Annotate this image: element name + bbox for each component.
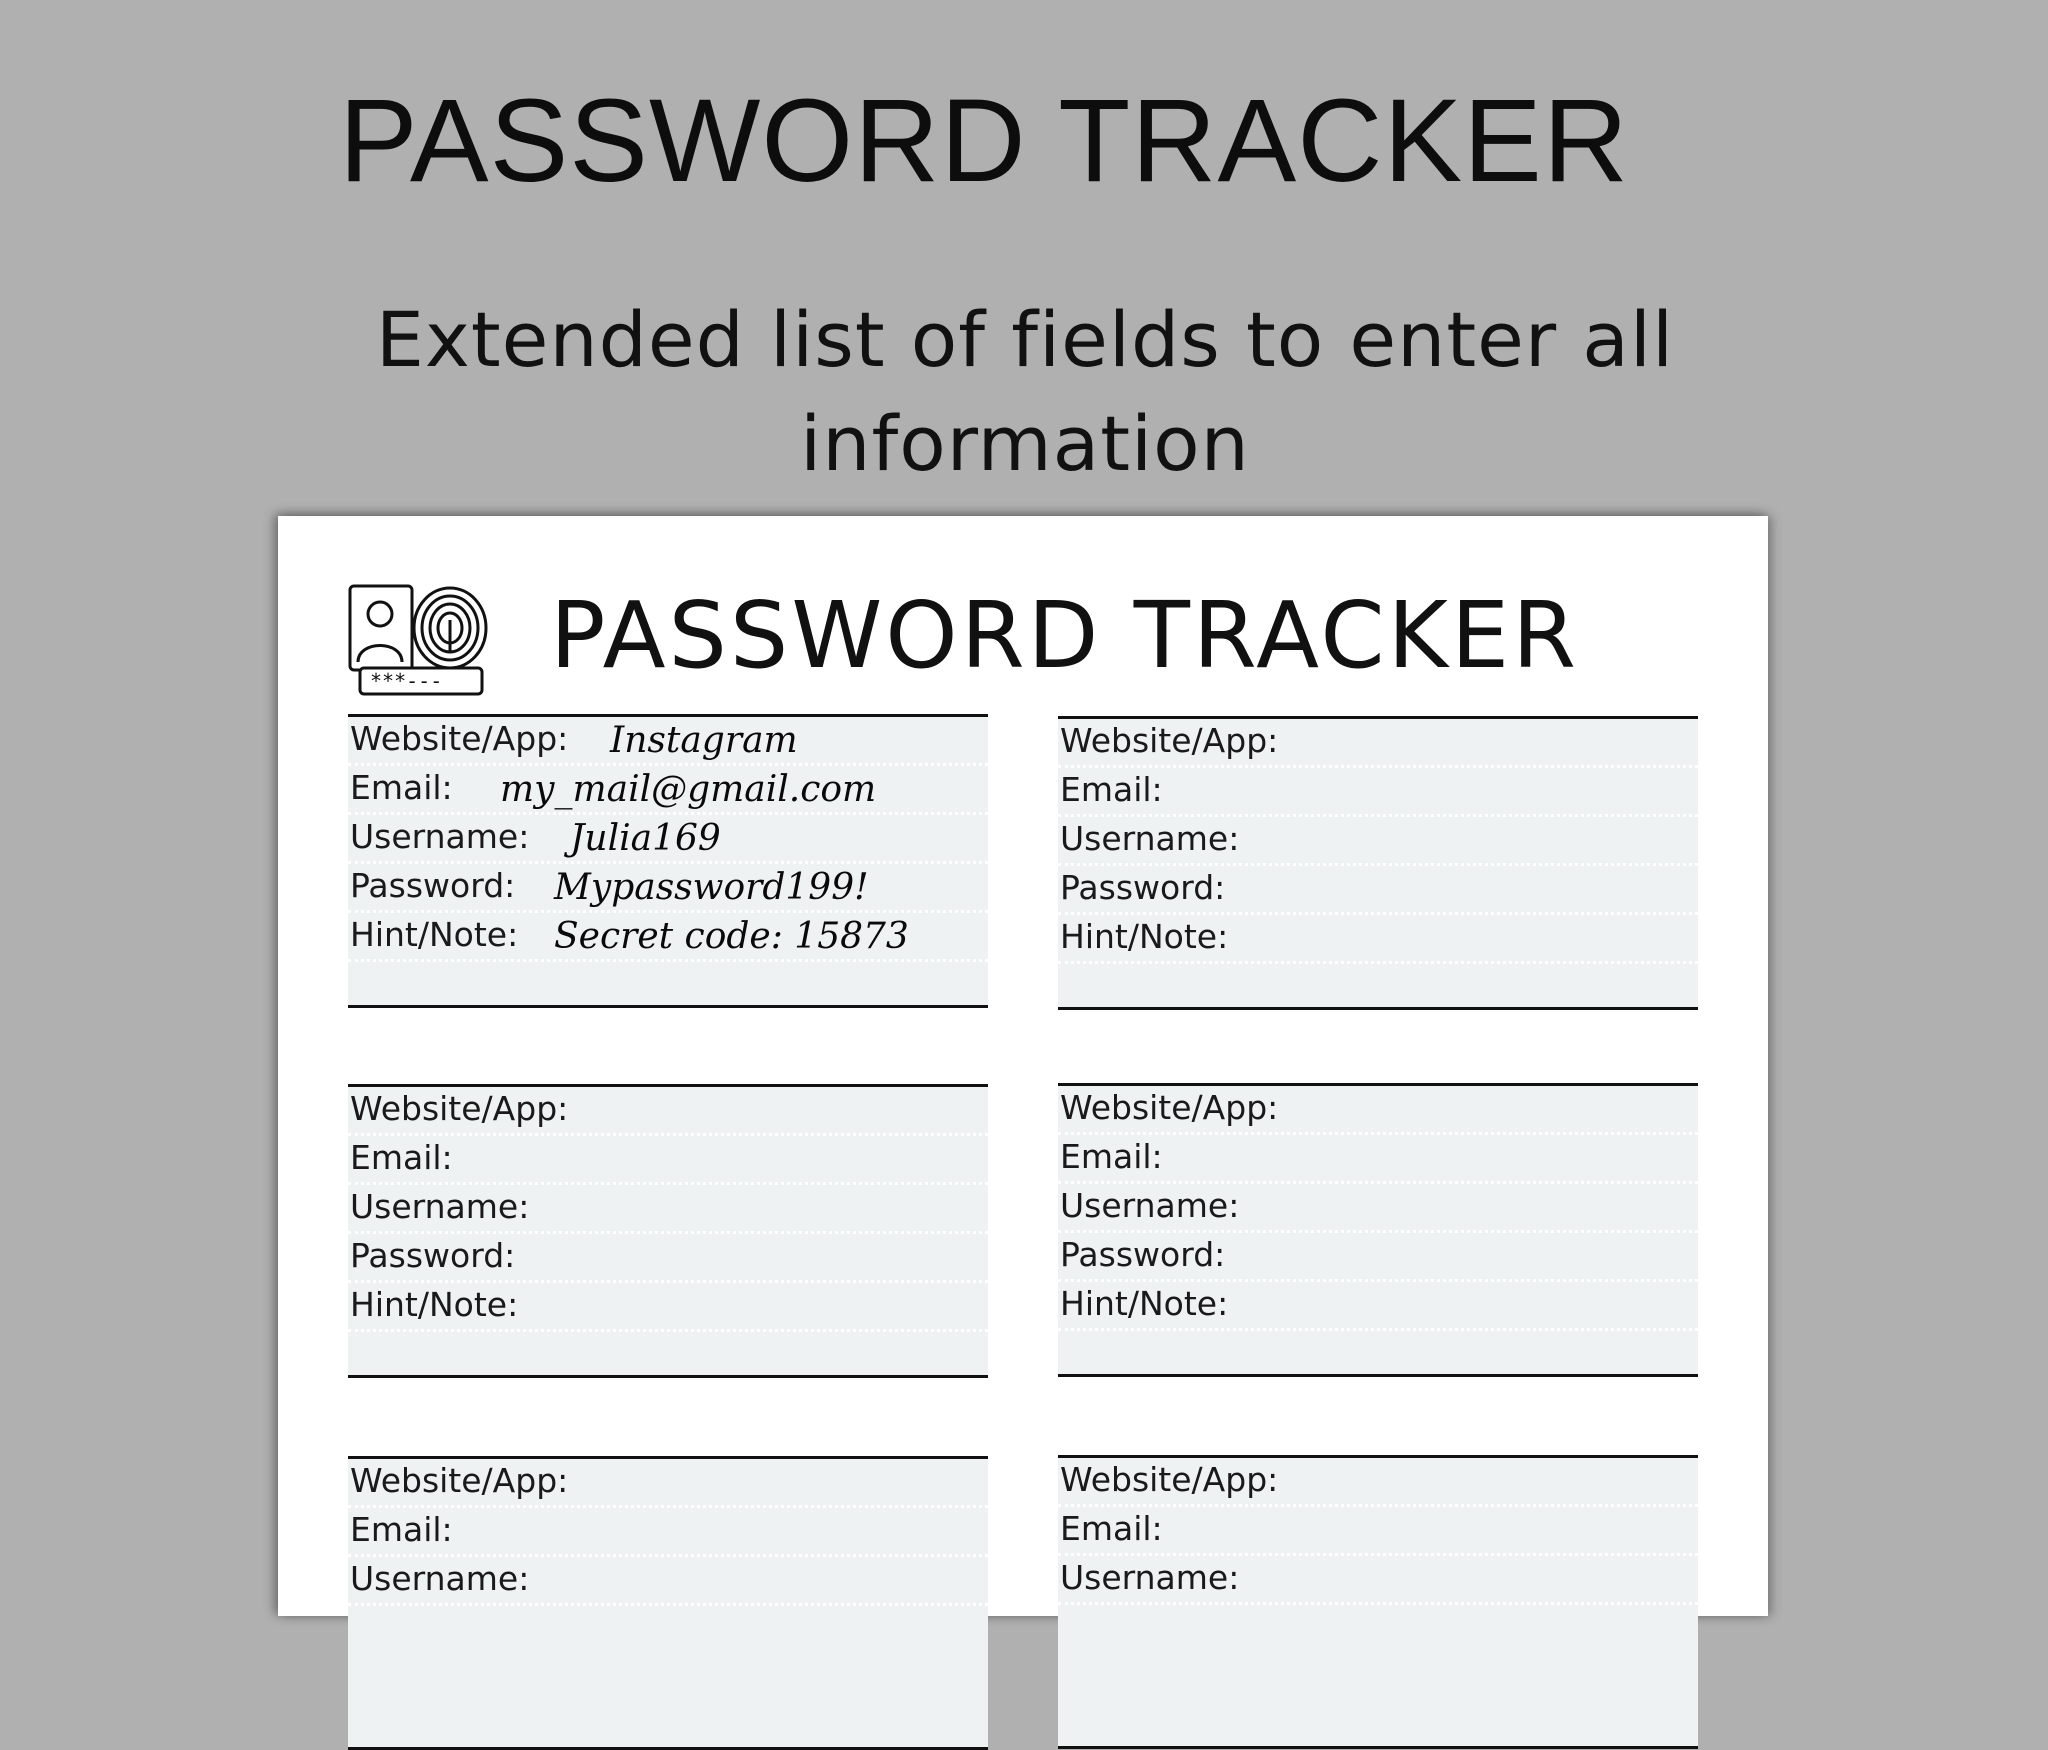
password-label: Password: bbox=[350, 1236, 516, 1275]
svg-text:***---: ***--- bbox=[370, 669, 443, 693]
email-label: Email: bbox=[1060, 1137, 1163, 1176]
email-row[interactable] bbox=[1058, 1507, 1698, 1556]
email-row[interactable] bbox=[348, 766, 988, 815]
email-label: Email: bbox=[350, 1138, 453, 1177]
hint-row[interactable] bbox=[1058, 1282, 1698, 1331]
email-label: Email: bbox=[350, 1510, 453, 1549]
password-label: Password: bbox=[350, 866, 516, 905]
entry-card bbox=[348, 1084, 988, 1378]
entry-card bbox=[1058, 716, 1698, 1010]
email-row[interactable] bbox=[1058, 768, 1698, 817]
email-row[interactable] bbox=[348, 1136, 988, 1185]
website-label: Website/App: bbox=[350, 1461, 569, 1500]
website-row[interactable] bbox=[348, 1459, 988, 1508]
email-row[interactable] bbox=[1058, 1135, 1698, 1184]
username-label: Username: bbox=[1060, 1186, 1240, 1225]
website-label: Website/App: bbox=[350, 1089, 569, 1128]
username-row[interactable] bbox=[1058, 1184, 1698, 1233]
password-label: Password: bbox=[1060, 1235, 1226, 1274]
password-value: Mypassword199! bbox=[554, 867, 869, 908]
username-row[interactable] bbox=[1058, 1556, 1698, 1605]
entry-card bbox=[1058, 1455, 1698, 1749]
email-value: my_mail@gmail.com bbox=[500, 769, 877, 810]
hint-row[interactable] bbox=[1058, 915, 1698, 964]
password-tracker-sheet bbox=[278, 516, 1768, 1616]
username-row[interactable] bbox=[1058, 817, 1698, 866]
website-label: Website/App: bbox=[1060, 1460, 1279, 1499]
website-row[interactable] bbox=[1058, 1086, 1698, 1135]
headline-text: PASSWORD TRACKER bbox=[338, 75, 1630, 207]
email-label: Email: bbox=[350, 768, 453, 807]
password-row[interactable] bbox=[1058, 1233, 1698, 1282]
website-value: Instagram bbox=[610, 720, 798, 761]
hint-label: Hint/Note: bbox=[350, 1285, 519, 1324]
hint-label: Hint/Note: bbox=[1060, 1284, 1229, 1323]
sheet-title: PASSWORD TRACKER bbox=[550, 582, 1580, 689]
website-label: Website/App: bbox=[1060, 721, 1279, 760]
entry-card bbox=[348, 714, 988, 1008]
website-row[interactable] bbox=[348, 1087, 988, 1136]
username-label: Username: bbox=[1060, 1558, 1240, 1597]
email-label: Email: bbox=[1060, 1509, 1163, 1548]
entry-card bbox=[1058, 1083, 1698, 1377]
hint-label: Hint/Note: bbox=[350, 915, 519, 954]
username-label: Username: bbox=[350, 1187, 530, 1226]
hint-row[interactable] bbox=[348, 1283, 988, 1332]
website-row[interactable] bbox=[1058, 1458, 1698, 1507]
website-row[interactable] bbox=[348, 717, 988, 766]
subtitle: Extended list of fields to enter all information bbox=[375, 295, 1675, 488]
headline bbox=[0, 75, 2048, 207]
hint-value: Secret code: 15873 bbox=[554, 916, 909, 957]
username-label: Username: bbox=[1060, 819, 1240, 858]
password-row[interactable] bbox=[348, 864, 988, 913]
email-row[interactable] bbox=[348, 1508, 988, 1557]
password-row[interactable] bbox=[348, 1234, 988, 1283]
website-row[interactable] bbox=[1058, 719, 1698, 768]
username-row[interactable] bbox=[348, 1557, 988, 1606]
website-label: Website/App: bbox=[1060, 1088, 1279, 1127]
password-label: Password: bbox=[1060, 868, 1226, 907]
website-label: Website/App: bbox=[350, 719, 569, 758]
password-row[interactable] bbox=[1058, 866, 1698, 915]
fingerprint-id-card-icon bbox=[348, 582, 490, 700]
email-label: Email: bbox=[1060, 770, 1163, 809]
username-row[interactable] bbox=[348, 1185, 988, 1234]
username-label: Username: bbox=[350, 817, 530, 856]
username-value: Julia169 bbox=[570, 818, 721, 859]
username-label: Username: bbox=[350, 1559, 530, 1598]
username-row[interactable] bbox=[348, 815, 988, 864]
hint-row[interactable] bbox=[348, 913, 988, 962]
entry-card bbox=[348, 1456, 988, 1750]
hint-label: Hint/Note: bbox=[1060, 917, 1229, 956]
